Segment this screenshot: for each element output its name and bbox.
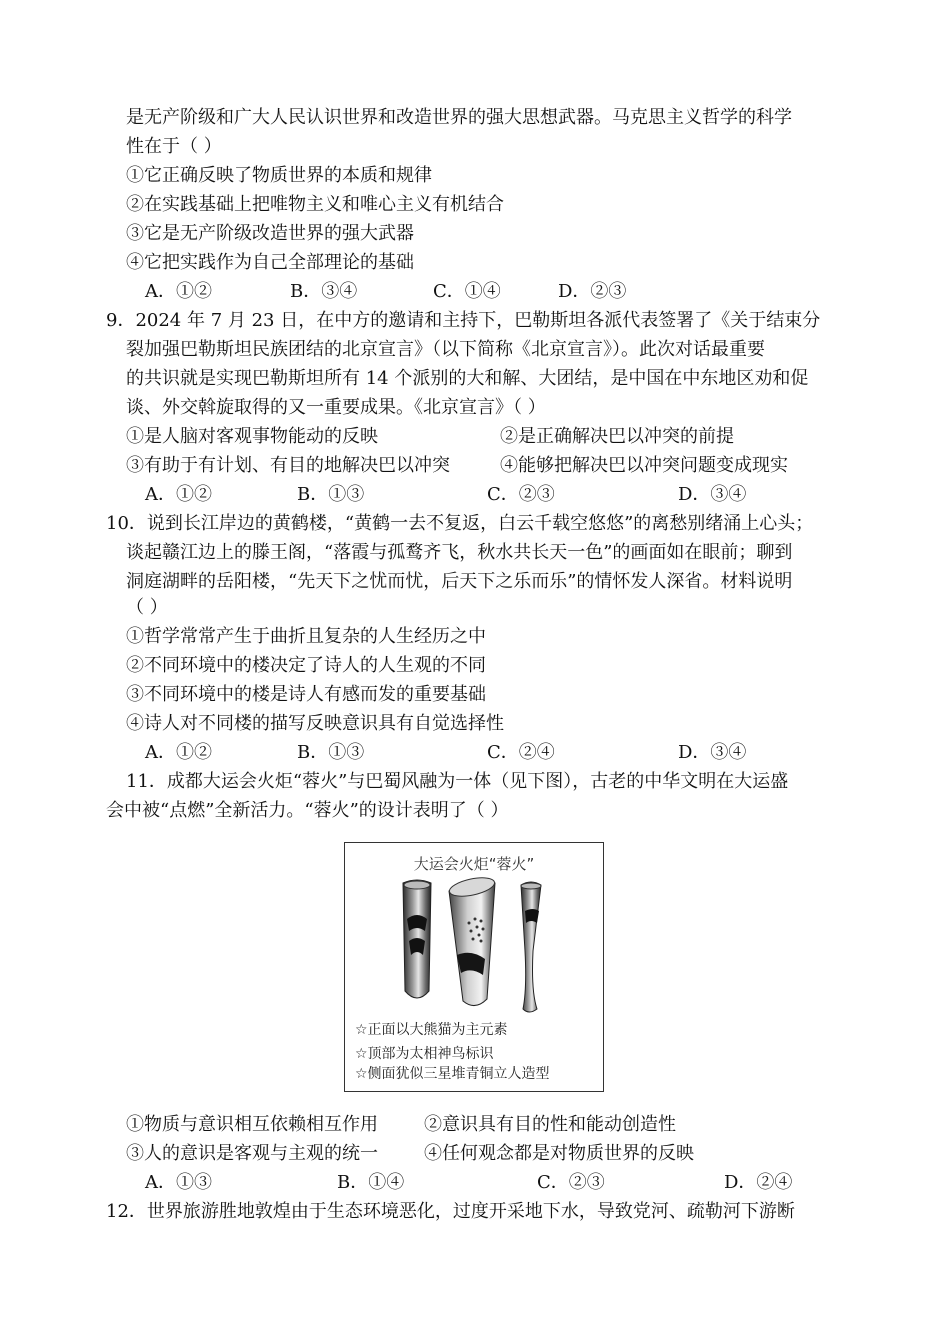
q10-option-c: C．②④	[487, 742, 555, 763]
q10-option-a: A．①②	[145, 742, 212, 763]
q10-item-3: ③不同环境中的楼是诗人有感而发的重要基础	[126, 684, 486, 705]
q10-stem-line-2: 谈起赣江边上的滕王阁，“落霞与孤鹜齐飞，秋水共长天一色”的画面如在眼前；聊到	[126, 542, 793, 563]
q11-stem-line-1: 11．成都大运会火炬“蓉火”与巴蜀风融为一体（见下图），古老的中华文明在大运盛	[126, 771, 789, 792]
q9-option-b: B．①③	[297, 484, 365, 505]
q11-item-4: ④任何观念都是对物质世界的反映	[424, 1143, 694, 1164]
q10-stem-line-1: 10．说到长江岸边的黄鹤楼，“黄鹤一去不复返，白云千载空悠悠”的离愁别绪涌上心头；	[106, 513, 814, 534]
q11-option-d: D．②④	[724, 1172, 793, 1193]
q8-stem-line-1: 是无产阶级和广大人民认识世界和改造世界的强大思想武器。马克思主义哲学的科学	[126, 107, 792, 128]
q8-option-a: A．①②	[145, 281, 212, 302]
q11-item-1: ①物质与意识相互依赖相互作用	[126, 1114, 378, 1135]
q10-item-4: ④诗人对不同楼的描写反映意识具有自觉选择性	[126, 713, 504, 734]
q8-option-d: D．②③	[558, 281, 627, 302]
q8-item-4: ④它把实践作为自己全部理论的基础	[126, 252, 414, 273]
q10-stem-line-4: （ ）	[126, 597, 168, 618]
q10-item-1: ①哲学常常产生于曲折且复杂的人生经历之中	[126, 626, 486, 647]
q11-item-2: ②意识具有目的性和能动创造性	[424, 1114, 676, 1135]
q10-item-2: ②不同环境中的楼决定了诗人的人生观的不同	[126, 655, 486, 676]
q11-option-b: B．①④	[337, 1172, 405, 1193]
q9-stem-line-1: 9．2024 年 7 月 23 日，在中方的邀请和主持下，巴勒斯坦各派代表签署了《关于结束分	[106, 310, 821, 331]
figure-note-3: ☆侧面犹似三星堆青铜立人造型	[355, 1066, 550, 1082]
q10-stem-line-3: 洞庭湖畔的岳阳楼，“先天下之忧而忧，后天下之乐而乐”的情怀发人深省。材料说明	[126, 571, 793, 592]
q10-option-b: B．①③	[297, 742, 365, 763]
torch-front-view	[403, 880, 431, 998]
q11-stem-line-2: 会中被“点燃”全新活力。“蓉火”的设计表明了（ ）	[106, 800, 509, 821]
q11-item-3: ③人的意识是客观与主观的统一	[126, 1143, 378, 1164]
q8-item-3: ③它是无产阶级改造世界的强大武器	[126, 223, 414, 244]
q9-stem-line-3: 的共识就是实现巴勒斯坦所有 14 个派别的大和解、大团结，是中国在中东地区劝和促	[126, 368, 809, 389]
q9-stem-line-2: 裂加强巴勒斯坦民族团结的北京宣言》（以下简称《北京宣言》）。此次对话最重要	[126, 339, 765, 360]
q12-stem-line-1: 12．世界旅游胜地敦煌由于生态环境恶化，过度开采地下水，导致党河、疏勒河下游断	[106, 1201, 795, 1222]
q9-item-2: ②是正确解决巴以冲突的前提	[500, 426, 734, 447]
torch-figure	[344, 842, 604, 1092]
figure-title: 大运会火炬“蓉火”	[413, 855, 535, 873]
q9-item-3: ③有助于有计划、有目的地解决巴以冲突	[126, 455, 450, 476]
q9-option-d: D．③④	[678, 484, 747, 505]
q10-option-d: D．③④	[678, 742, 747, 763]
q8-option-c: C．①④	[433, 281, 501, 302]
q11-option-a: A．①③	[145, 1172, 212, 1193]
q9-option-a: A．①②	[145, 484, 212, 505]
torch-angled-view	[448, 874, 496, 1005]
q8-item-1: ①它正确反映了物质世界的本质和规律	[126, 165, 432, 186]
q8-item-2: ②在实践基础上把唯物主义和唯心主义有机结合	[126, 194, 504, 215]
q9-stem-line-4: 谈、外交斡旋取得的又一重要成果。《北京宣言》（ ）	[126, 397, 546, 418]
q9-item-4: ④能够把解决巴以冲突问题变成现实	[500, 455, 788, 476]
figure-note-2: ☆顶部为太相神鸟标识	[355, 1046, 494, 1062]
torch-side-view	[521, 882, 541, 1012]
figure-note-1: ☆正面以大熊猫为主元素	[355, 1022, 508, 1038]
q11-option-c: C．②③	[537, 1172, 605, 1193]
q9-item-1: ①是人脑对客观事物能动的反映	[126, 426, 378, 447]
q8-stem-line-2: 性在于（ ）	[126, 136, 222, 157]
q8-option-b: B．③④	[290, 281, 358, 302]
q9-option-c: C．②③	[487, 484, 555, 505]
